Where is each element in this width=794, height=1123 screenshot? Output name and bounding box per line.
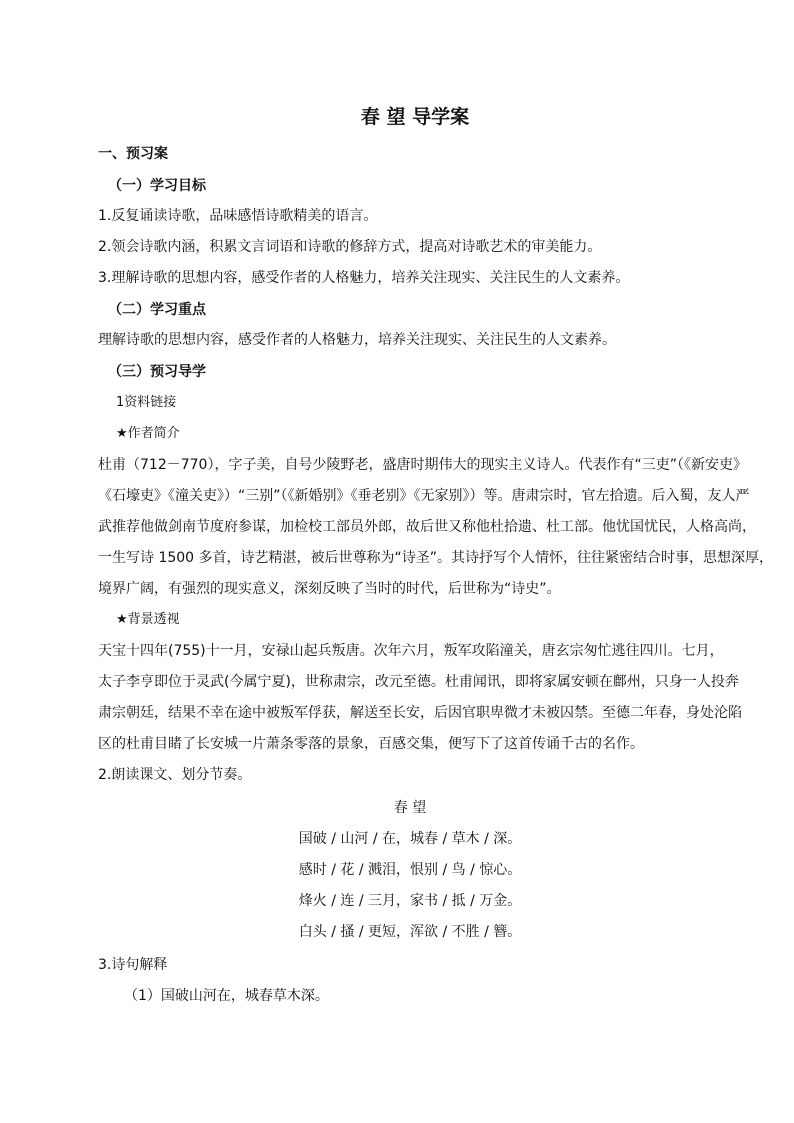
author-intro-heading: ★作者简介 — [116, 426, 180, 441]
material-link-label: 1资料链接 — [116, 395, 177, 410]
reading-task: 2.朗读课文、划分节奏。 — [98, 767, 252, 783]
section-heading-preview: 一、预习案 — [98, 146, 168, 162]
background-line: 区的杜甫目睹了长安城一片萧条零落的景象，百感交集，便写下了这首传诵千古的名作。 — [98, 736, 644, 752]
author-intro-line: 《石壕吏》《潼关吏》）“三别”（《新婚别》《垂老别》《无家别》）等。唐肃宗时，官左拾遗。后入蜀，友人严 — [98, 488, 750, 504]
background-heading: ★背景透视 — [116, 612, 180, 627]
background-line: 太子李亨即位于灵武(今属宁夏)，世称肃宗，改元至德。杜甫闻讯，即将家属安顿在鄜州，只身一人投奔 — [98, 674, 739, 690]
page-title: 春 望 导学案 — [360, 106, 470, 128]
author-intro-line: 武推荐他做剑南节度府参谋，加检校工部员外郎，故后世又称他杜拾遗、杜工部。他忧国忧民，人格高尚， — [98, 519, 756, 535]
background-line: 天宝十四年(755)十一月，安禄山起兵叛唐。次年六月，叛军攻陷潼关，唐玄宗匆忙逃往四川。七月， — [98, 643, 724, 659]
poem-title: 春 望 — [393, 800, 427, 816]
explanation-item-1: （1）国破山河在，城春草木深。 — [124, 988, 329, 1004]
subheading-goals: （一）学习目标 — [108, 178, 206, 194]
goal-item-3: 3.理解诗歌的思想内容，感受作者的人格魅力，培养关注现实、关注民生的人文素养。 — [98, 270, 630, 286]
subheading-key-points: （二）学习重点 — [108, 302, 206, 318]
poem-line: 国破 / 山河 / 在，城春 / 草木 / 深。 — [298, 831, 522, 847]
author-intro-line: 境界广阔，有强烈的现实意义，深刻反映了当时的时代，后世称为“诗史”。 — [98, 581, 561, 597]
author-intro-line: 杜甫（712－770），字子美，自号少陵野老，盛唐时期伟大的现实主义诗人。代表作有“三吏”（《新安吏》 — [98, 457, 747, 473]
poem-line: 白头 / 搔 / 更短，浑欲 / 不胜 / 簪。 — [298, 924, 522, 940]
key-point-text: 理解诗歌的思想内容，感受作者的人格魅力，培养关注现实、关注民生的人文素养。 — [98, 332, 616, 348]
subheading-guide: （三）预习导学 — [108, 364, 206, 380]
author-intro-line: 一生写诗 1500 多首，诗艺精湛，被后世尊称为“诗圣”。其诗抒写个人情怀，往往紧密结合时事，思想深厚， — [98, 550, 774, 566]
poem-line: 烽火 / 连 / 三月，家书 / 抵 / 万金。 — [298, 893, 522, 909]
background-line: 肃宗朝廷，结果不幸在途中被叛军俘获，解送至长安，后因官职卑微才未被囚禁。至德二年春，身处沦陷 — [98, 705, 742, 721]
explanation-heading: 3.诗句解释 — [98, 957, 168, 973]
goal-item-1: 1.反复诵读诗歌，品味感悟诗歌精美的语言。 — [98, 208, 378, 224]
poem-line: 感时 / 花 / 溅泪，恨别 / 鸟 / 惊心。 — [298, 862, 522, 878]
goal-item-2: 2.领会诗歌内涵，积累文言词语和诗歌的修辞方式，提高对诗歌艺术的审美能力。 — [98, 239, 602, 255]
